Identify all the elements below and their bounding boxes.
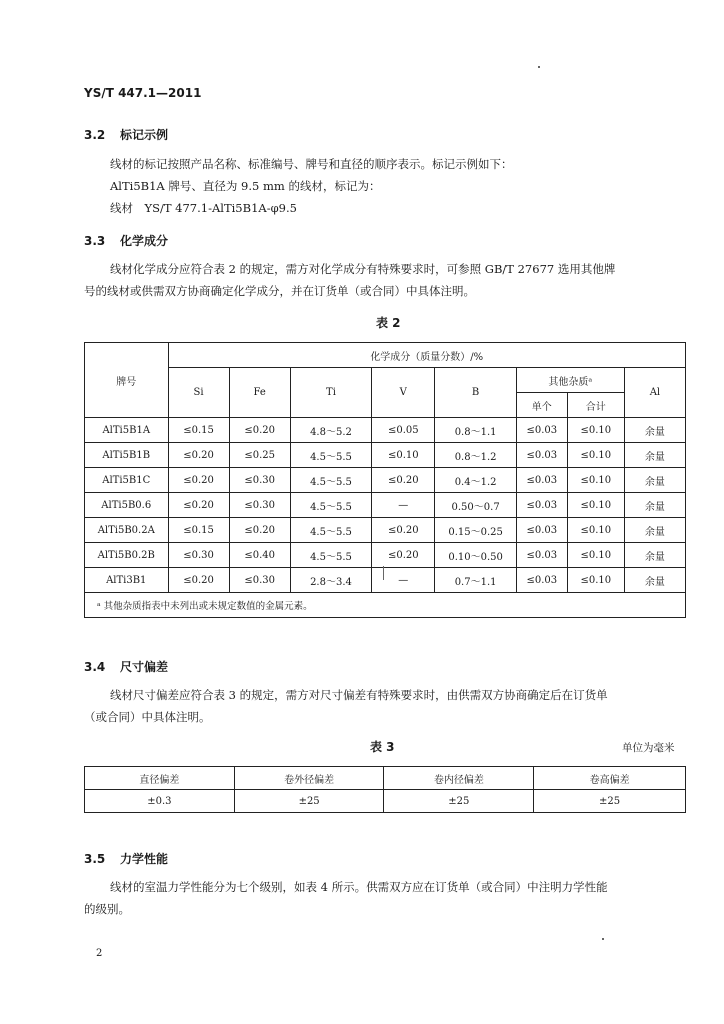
cell-v: — <box>372 493 435 518</box>
cell-imp-single: ≤0.03 <box>516 443 567 468</box>
cell-si: ≤0.20 <box>168 443 229 468</box>
cell-si: ≤0.20 <box>168 468 229 493</box>
col-header-si: Si <box>168 368 229 418</box>
cell-v: ≤0.05 <box>372 418 435 443</box>
section-title: 力学性能 <box>120 852 169 866</box>
table-row <box>85 493 686 518</box>
cell-grade: AlTi5B0.6 <box>85 493 169 518</box>
cell-si: ≤0.15 <box>168 518 229 543</box>
impurity-single-header: 单个 <box>516 393 567 418</box>
cell-b: 0.8～1.1 <box>435 418 516 443</box>
cell-ti: 4.5～5.5 <box>290 443 371 468</box>
table-row <box>85 443 686 468</box>
section-3-5-heading <box>84 850 168 867</box>
cell-imp-single: ≤0.03 <box>516 543 567 568</box>
cell-imp-single: ≤0.03 <box>516 493 567 518</box>
cell-fe: ≤0.40 <box>229 543 290 568</box>
impurity-header: 其他杂质ᵃ <box>516 368 624 393</box>
document-id: YS/T 447.1—2011 <box>84 86 202 100</box>
cell-si: ≤0.15 <box>168 418 229 443</box>
s32-line3: 线材 YS/T 477.1-AlTi5B1A-φ9.5 <box>110 201 297 215</box>
cell-imp-total: ≤0.10 <box>567 443 624 468</box>
cell-grade: AlTi5B1A <box>85 418 169 443</box>
cell-v: ≤0.20 <box>372 468 435 493</box>
s35-para-line2: 的级别。 <box>84 902 130 916</box>
cell-v: ≤0.20 <box>372 518 435 543</box>
cell-b: 0.8～1.2 <box>435 443 516 468</box>
col-header-fe: Fe <box>229 368 290 418</box>
cell-imp-total: ≤0.10 <box>567 518 624 543</box>
table-row <box>85 568 686 593</box>
t3-value-inner: ±25 <box>384 790 534 813</box>
table-row <box>85 518 686 543</box>
section-3-2-heading <box>84 126 168 143</box>
s34-para-line1: 线材尺寸偏差应符合表 3 的规定，需方对尺寸偏差有特殊要求时，由供需双方协商确定后在订货单 <box>110 688 608 702</box>
section-title: 尺寸偏差 <box>120 660 169 674</box>
cell-b: 0.10～0.50 <box>435 543 516 568</box>
table-row <box>85 418 686 443</box>
cell-imp-single: ≤0.03 <box>516 568 567 593</box>
cell-grade: AlTi5B1B <box>85 443 169 468</box>
cell-grade: AlTi3B1 <box>85 568 169 593</box>
section-title: 化学成分 <box>120 234 169 248</box>
cell-v: ≤0.20 <box>372 543 435 568</box>
t3-header-height: 卷高偏差 <box>534 767 686 790</box>
section-number: 3.4 <box>84 660 106 674</box>
t3-header-diameter: 直径偏差 <box>85 767 235 790</box>
cell-ti: 2.8～3.4 <box>290 568 371 593</box>
composition-group-header: 化学成分（质量分数）/% <box>168 343 685 368</box>
cell-imp-total: ≤0.10 <box>567 543 624 568</box>
cell-grade: AlTi5B0.2A <box>85 518 169 543</box>
grade-header: 牌号 <box>85 343 169 418</box>
section-3-3-heading <box>84 232 168 249</box>
s34-para-line2: （或合同）中具体注明。 <box>84 710 211 724</box>
col-header-v: V <box>372 368 435 418</box>
cell-imp-single: ≤0.03 <box>516 468 567 493</box>
cell-imp-total: ≤0.10 <box>567 468 624 493</box>
cell-imp-single: ≤0.03 <box>516 418 567 443</box>
cell-b: 0.7～1.1 <box>435 568 516 593</box>
cell-al: 余量 <box>624 468 685 493</box>
cell-imp-total: ≤0.10 <box>567 493 624 518</box>
cell-b: 0.15～0.25 <box>435 518 516 543</box>
cell-ti: 4.5～5.5 <box>290 493 371 518</box>
section-title: 标记示例 <box>120 128 169 142</box>
t3-value-outer: ±25 <box>234 790 384 813</box>
cell-fe: ≤0.30 <box>229 468 290 493</box>
table2-caption: 表 2 <box>376 316 401 330</box>
cell-ti: 4.8～5.2 <box>290 418 371 443</box>
s33-para-line2: 号的线材或供需双方协商确定化学成分，并在订货单（或合同）中具体注明。 <box>84 284 475 298</box>
cell-b: 0.50～0.7 <box>435 493 516 518</box>
scan-speck <box>383 566 384 580</box>
s32-line1: 线材的标记按照产品名称、标准编号、牌号和直径的顺序表示。标记示例如下： <box>110 157 513 171</box>
section-number: 3.2 <box>84 128 106 142</box>
cell-b: 0.4～1.2 <box>435 468 516 493</box>
cell-ti: 4.5～5.5 <box>290 518 371 543</box>
cell-v: — <box>372 568 435 593</box>
s35-para-line1: 线材的室温力学性能分为七个级别，如表 4 所示。供需双方应在订货单（或合同）中注明力学性能 <box>110 880 608 894</box>
cell-ti: 4.5～5.5 <box>290 543 371 568</box>
cell-fe: ≤0.20 <box>229 418 290 443</box>
section-3-4-heading <box>84 658 168 675</box>
cell-fe: ≤0.30 <box>229 568 290 593</box>
section-number: 3.3 <box>84 234 106 248</box>
cell-al: 余量 <box>624 493 685 518</box>
cell-imp-single: ≤0.03 <box>516 518 567 543</box>
cell-imp-total: ≤0.10 <box>567 418 624 443</box>
table3-unit: 单位为毫米 <box>622 742 675 754</box>
cell-imp-total: ≤0.10 <box>567 568 624 593</box>
t3-header-outer: 卷外径偏差 <box>234 767 384 790</box>
cell-al: 余量 <box>624 568 685 593</box>
cell-al: 余量 <box>624 543 685 568</box>
cell-grade: AlTi5B1C <box>85 468 169 493</box>
t3-value-diameter: ±0.3 <box>85 790 235 813</box>
cell-grade: AlTi5B0.2B <box>85 543 169 568</box>
cell-fe: ≤0.25 <box>229 443 290 468</box>
cell-si: ≤0.30 <box>168 543 229 568</box>
s32-line2: AlTi5B1A 牌号、直径为 9.5 mm 的线材，标记为： <box>110 179 381 193</box>
table3-caption: 表 3 <box>370 740 395 754</box>
table-2 <box>84 342 686 618</box>
table-row <box>85 468 686 493</box>
cell-al: 余量 <box>624 443 685 468</box>
col-header-al: Al <box>624 368 685 418</box>
cell-ti: 4.5～5.5 <box>290 468 371 493</box>
scan-speck <box>602 938 604 940</box>
section-number: 3.5 <box>84 852 106 866</box>
cell-fe: ≤0.20 <box>229 518 290 543</box>
cell-si: ≤0.20 <box>168 568 229 593</box>
page-number: 2 <box>96 948 103 959</box>
table2-footnote: ᵃ 其他杂质指表中未列出或未规定数值的金属元素。 <box>85 593 686 618</box>
scan-speck <box>538 66 540 68</box>
cell-al: 余量 <box>624 518 685 543</box>
cell-fe: ≤0.30 <box>229 493 290 518</box>
cell-si: ≤0.20 <box>168 493 229 518</box>
t3-value-height: ±25 <box>534 790 686 813</box>
col-header-ti: Ti <box>290 368 371 418</box>
cell-v: ≤0.10 <box>372 443 435 468</box>
table-row <box>85 543 686 568</box>
s33-para-line1: 线材化学成分应符合表 2 的规定，需方对化学成分有特殊要求时，可参照 GB/T 27677 选用其他牌 <box>110 262 616 276</box>
cell-al: 余量 <box>624 418 685 443</box>
col-header-b: B <box>435 368 516 418</box>
t3-header-inner: 卷内径偏差 <box>384 767 534 790</box>
table-3 <box>84 766 686 813</box>
impurity-total-header: 合计 <box>567 393 624 418</box>
